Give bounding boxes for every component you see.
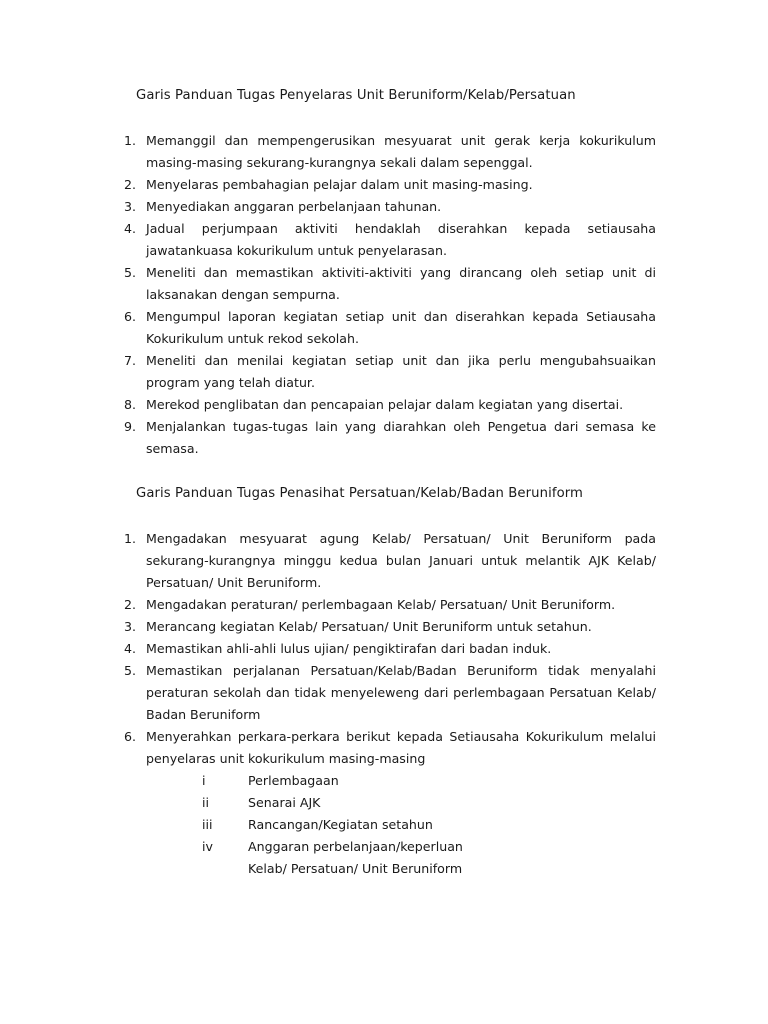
sublist-item — [146, 814, 656, 836]
list-item — [120, 130, 656, 174]
roman-numeral: iii — [202, 817, 213, 832]
sublist-text: Anggaran perbelanjaan/keperluan — [248, 839, 463, 854]
list-item — [120, 416, 656, 460]
item-number: 3. — [124, 619, 137, 634]
item-text: Menyerahkan perkara-perkara berikut kepada Setiausaha Kokurikulum melalui penyelaras unit kokurikulum masing-masing — [146, 729, 656, 766]
sublist — [146, 770, 656, 880]
list-item — [120, 262, 656, 306]
item-number: 1. — [124, 531, 137, 546]
item-number: 1. — [124, 133, 137, 148]
item-number: 5. — [124, 265, 137, 280]
item-text: Meneliti dan memastikan aktiviti-aktiviti yang dirancang oleh setiap unit di laksanakan dengan sempurna. — [146, 265, 656, 302]
sublist-item — [146, 792, 656, 814]
item-text: Mengadakan peraturan/ perlembagaan Kelab/ Persatuan/ Unit Beruniform. — [146, 597, 616, 612]
list-item — [120, 174, 656, 196]
sublist-item — [146, 770, 656, 792]
list-item — [120, 660, 656, 726]
item-number: 2. — [124, 597, 137, 612]
list-item — [120, 350, 656, 394]
item-number: 6. — [124, 309, 137, 324]
section1-list — [120, 130, 656, 460]
sublist-text: Senarai AJK — [248, 795, 321, 810]
list-item — [120, 528, 656, 594]
item-text: Menyediakan anggaran perbelanjaan tahunan. — [146, 199, 442, 214]
item-text: Menyelaras pembahagian pelajar dalam unit masing-masing. — [146, 177, 533, 192]
list-item — [120, 394, 656, 416]
item-number: 4. — [124, 641, 137, 656]
item-text: Menjalankan tugas-tugas lain yang diarahkan oleh Pengetua dari semasa ke semasa. — [146, 419, 656, 456]
item-number: 3. — [124, 199, 137, 214]
sublist-text-continued: Kelab/ Persatuan/ Unit Beruniform — [248, 861, 463, 876]
item-number: 5. — [124, 663, 137, 678]
item-text: Memastikan perjalanan Persatuan/Kelab/Badan Beruniform tidak menyalahi peraturan sekolah dan tidak menyeleweng dari perlembagaan Persatuan Kelab/ Badan Beruniform — [146, 663, 656, 722]
item-number: 6. — [124, 729, 137, 744]
list-item — [120, 218, 656, 262]
list-item — [120, 196, 656, 218]
item-number: 4. — [124, 221, 137, 236]
item-text: Merancang kegiatan Kelab/ Persatuan/ Unit Beruniform untuk setahun. — [146, 619, 592, 634]
roman-numeral: iv — [202, 839, 213, 854]
section2-title: Garis Panduan Tugas Penasihat Persatuan/Kelab/Badan Beruniform — [136, 486, 583, 501]
item-text: Memanggil dan mempengerusikan mesyuarat unit gerak kerja kokurikulum masing-masing sekurang-kurangnya sekali dalam sepenggal. — [146, 133, 656, 170]
list-item — [120, 306, 656, 350]
item-text: Meneliti dan menilai kegiatan setiap unit dan jika perlu mengubahsuaikan program yang telah diatur. — [146, 353, 656, 390]
item-text: Merekod penglibatan dan pencapaian pelajar dalam kegiatan yang disertai. — [146, 397, 624, 412]
roman-numeral: ii — [202, 795, 209, 810]
list-item — [120, 594, 656, 616]
section2-list — [120, 528, 656, 880]
list-item — [120, 638, 656, 660]
item-number: 9. — [124, 419, 137, 434]
item-text: Memastikan ahli-ahli lulus ujian/ pengiktirafan dari badan induk. — [146, 641, 552, 656]
item-number: 8. — [124, 397, 137, 412]
sublist-text: Rancangan/Kegiatan setahun — [248, 817, 433, 832]
item-text: Mengadakan mesyuarat agung Kelab/ Persatuan/ Unit Beruniform pada sekurang-kurangnya minggu kedua bulan Januari untuk melantik AJK Kelab/ Persatuan/ Unit Beruniform. — [146, 531, 656, 590]
list-item — [120, 726, 656, 880]
list-item — [120, 616, 656, 638]
sublist-text: Perlembagaan — [248, 773, 339, 788]
sublist-item — [146, 836, 656, 880]
item-text: Mengumpul laporan kegiatan setiap unit dan diserahkan kepada Setiausaha Kokurikulum untuk rekod sekolah. — [146, 309, 656, 346]
item-number: 2. — [124, 177, 137, 192]
roman-numeral: i — [202, 773, 206, 788]
section1-title: Garis Panduan Tugas Penyelaras Unit Beruniform/Kelab/Persatuan — [136, 88, 576, 103]
item-text: Jadual perjumpaan aktiviti hendaklah diserahkan kepada setiausaha jawatankuasa kokurikulum untuk penyelarasan. — [146, 221, 656, 258]
item-number: 7. — [124, 353, 137, 368]
